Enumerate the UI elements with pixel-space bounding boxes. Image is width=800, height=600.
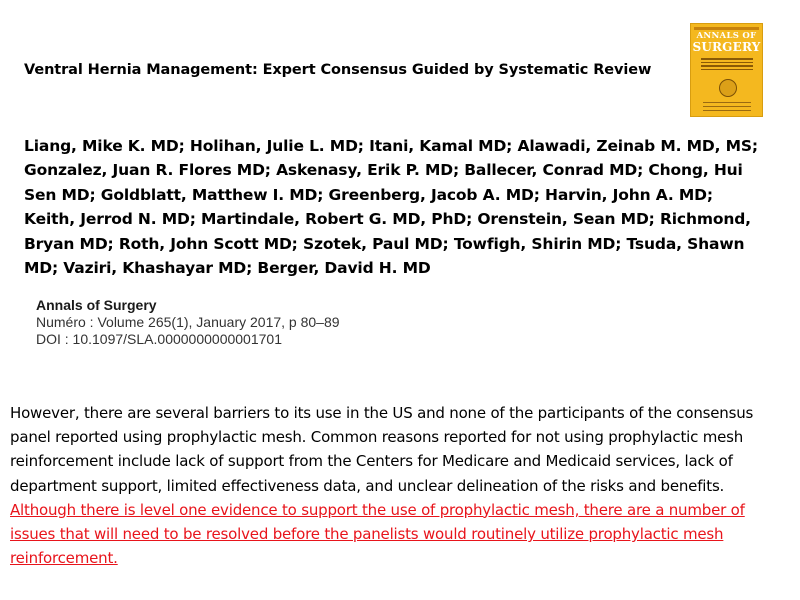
cover-text-lines: [701, 58, 753, 72]
article-title: Ventral Hernia Management: Expert Consensus Guided by Systematic Review: [24, 62, 652, 78]
author-list: Liang, Mike K. MD; Holihan, Julie L. MD; Itani, Kamal MD; Alawadi, Zeinab M. MD, MS; Gonzalez, Juan R. Flores MD; Askenasy, Erik P. MD; Ballecer, Conrad MD; Chong, Hui Sen MD; Goldblatt, Matthew I. MD; Greenberg, Jacob A. MD; Harvin, John A. MD; Keith, Jerrod N. MD; Martindale, Robert G. MD, PhD; Orenstein, Sean MD; Richmond, Bryan MD; Roth, John Scott MD; Szotek, Paul MD; Towfigh, Shirin MD; Tsuda, Shawn MD; Vaziri, Khashayar MD; Berger, David H. MD: [24, 137, 758, 278]
cover-journal-name-main: SURGERY: [692, 40, 761, 54]
cover-seal-icon: [719, 79, 737, 97]
cover-header-bar: [694, 27, 759, 30]
excerpt-paragraph: [10, 401, 792, 570]
excerpt-highlighted-text: Although there is level one evidence to support the use of prophylactic mesh, there are a number of issues that will need to be resolved before the panelists would routinely utilize prophylactic mesh reinforcement.: [10, 500, 745, 568]
cover-journal-name-top: ANNALS OF: [696, 31, 757, 41]
journal-cover-image: [690, 23, 763, 117]
excerpt-plain-text: However, there are several barriers to its use in the US and none of the participants of the consensus panel reported using prophylactic mesh. Common reasons reported for not using prophylactic mesh reinforcement include lack of support from the Centers for Medicare and Medicaid services, lack of department support, limited effectiveness data, and unclear delineation of the risks and benefits.: [10, 404, 754, 495]
citation-doi: DOI : 10.1097/SLA.0000000000001701: [36, 331, 282, 347]
cover-footer-lines: [703, 102, 751, 114]
citation-issue: Numéro : Volume 265(1), January 2017, p 80–89: [36, 314, 340, 330]
citation-journal: Annals of Surgery: [36, 297, 157, 313]
citation-block: [36, 297, 340, 348]
